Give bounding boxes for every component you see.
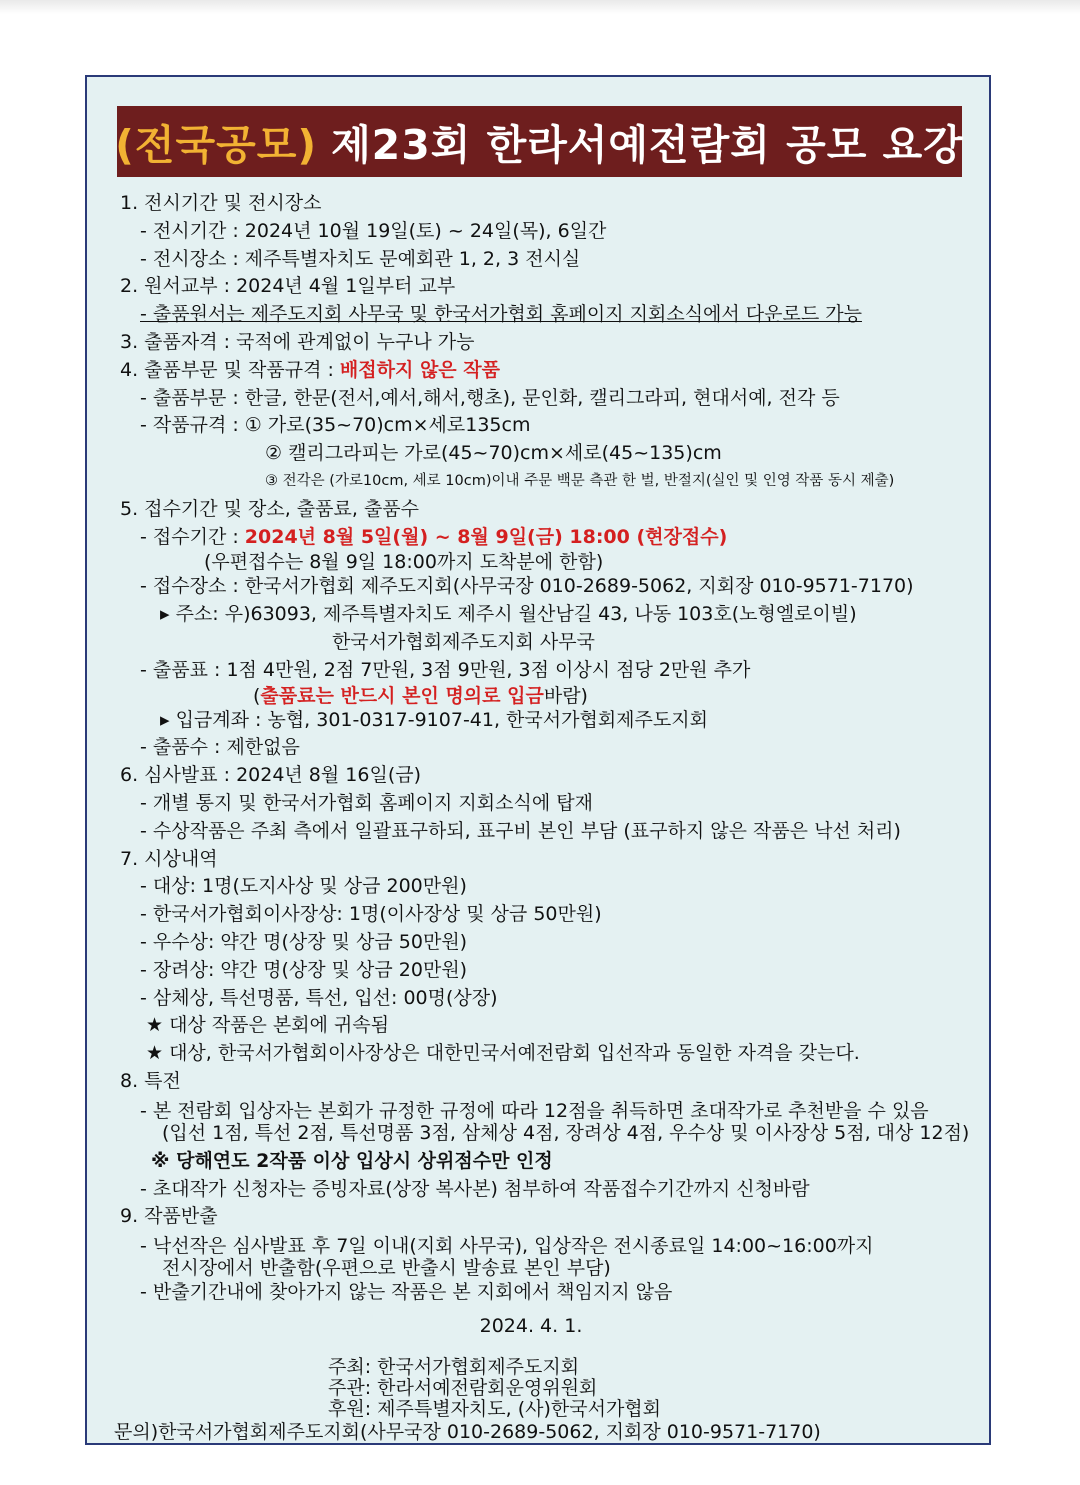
section-6-heading: 6. 심사발표 : 2024년 8월 16일(금): [120, 764, 422, 787]
organizer-line: 주관: 한라서예전람회운영위원회: [328, 1376, 598, 1399]
section-8-heading: 8. 특전: [120, 1069, 181, 1092]
award-note-2: ★ 대상, 한국서가협회이사장상은 대한민국서예전람회 입선작과 동일한 자격을 갖는다.: [146, 1042, 860, 1065]
section-4-heading-highlight: 배접하지 않은 작품: [339, 358, 500, 381]
sponsor-line: 후원: 제주특별자치도, (사)한국서가협회: [328, 1397, 662, 1420]
entry-division: - 출품부문 : 한글, 한문(전서,예서,해서,행초), 문인화, 캘리그라피, 현대서예, 전각 등: [140, 386, 840, 409]
exhibition-venue: - 전시장소 : 제주특별자치도 문예회관 1, 2, 3 전시실: [140, 247, 581, 270]
entry-count: - 출품수 : 제한없음: [140, 736, 300, 759]
return-line-1b: 전시장에서 반출함(우편으로 반출시 발송료 본인 부담): [162, 1257, 611, 1280]
award-item: - 우수상: 약간 명(상장 및 상금 50만원): [140, 930, 468, 953]
section-4-heading-text: 4. 출품부문 및 작품규격 :: [120, 358, 340, 381]
title-accent: (전국공모): [115, 121, 318, 169]
section-5-heading: 5. 접수기간 및 장소, 출품료, 출품수: [120, 497, 420, 520]
work-spec-2: ② 캘리그라피는 가로(45~70)cm×세로(45~135)cm: [265, 442, 722, 465]
return-line-1: - 낙선작은 심사발표 후 7일 이내(지회 사무국), 입상작은 전시종료일 14:00~16:00까지: [140, 1235, 874, 1258]
inquiry-line: 문의)한국서가협회제주도지회(사무국장 010-2689-5062, 지회장 010-9571-7170): [114, 1420, 821, 1443]
reception-period-label: - 접수기간 :: [140, 525, 245, 548]
award-item: - 대상: 1명(도지사상 및 상금 200만원): [140, 875, 467, 898]
reception-period-highlight: 2024년 8월 5일(월) ~ 8월 9일(금) 18:00 (현장접수): [244, 525, 728, 548]
privilege-note: ※ 당해연도 2작품 이상 입상시 상위점수만 인정: [151, 1149, 553, 1172]
exhibition-period: - 전시기간 : 2024년 10월 19일(토) ~ 24일(목), 6일간: [140, 219, 607, 242]
award-framing: - 수상작품은 주최 측에서 일괄표구하되, 표구비 본인 부담 (표구하지 않은 작품은 낙선 처리): [140, 819, 901, 842]
work-spec-3: ③ 전각은 (가로10cm, 세로 10cm)이내 주문 백문 측관 한 벌, 반절지(실인 및 인영 작품 동시 제출): [265, 472, 895, 489]
reception-address: ▸ 주소: 우)63093, 제주특별자치도 제주시 월산남길 43, 나동 103호(노형엘로이빌): [160, 603, 857, 626]
application-download: - 출품원서는 제주도지회 사무국 및 한국서가협회 홈페이지 지회소식에서 다운로드 가능: [140, 303, 862, 326]
top-edge: [0, 0, 1080, 14]
host-line: 주최: 한국서가협회제주도지회: [328, 1355, 580, 1378]
deposit-account: ▸ 입금계좌 : 농협, 301-0317-9107-41, 한국서가협회제주도지회: [160, 708, 708, 731]
notice-content: [114, 190, 982, 1447]
section-3-heading: 3. 출품자격 : 국적에 관계없이 누구나 가능: [120, 330, 475, 353]
fee-note-highlight: 출품료는 반드시 본인 명의로 입금: [260, 684, 544, 707]
privilege-points: (입선 1점, 특선 2점, 특선명품 3점, 삼체상 4점, 장려상 4점, 우수상 및 이사장상 5점, 대상 12점): [162, 1121, 970, 1144]
notice-date: 2024. 4. 1.: [479, 1314, 583, 1337]
title-main: 제23회 한라서예전람회 공모 요강: [331, 121, 964, 169]
reception-period: [120, 524, 982, 552]
award-note-1: ★ 대상 작품은 본회에 귀속됨: [146, 1014, 390, 1037]
award-item: - 장려상: 약간 명(상장 및 상금 20만원): [140, 958, 468, 981]
section-9-heading: 9. 작품반출: [120, 1205, 218, 1228]
award-item: - 한국서가협회이사장상: 1명(이사장상 및 상금 50만원): [140, 903, 602, 926]
section-7-heading: 7. 시상내역: [120, 847, 218, 870]
section-2-heading: 2. 원서교부 : 2024년 4월 1일부터 교부: [120, 275, 456, 298]
privilege-line-3: - 초대작가 신청자는 증빙자료(상장 복사본) 첨부하여 작품접수기간까지 신청바람: [140, 1177, 810, 1200]
return-line-2: - 반출기간내에 찾아가지 않는 작품은 본 지회에서 책임지지 않음: [140, 1281, 673, 1304]
work-spec-1: - 작품규격 : ① 가로(35~70)cm×세로135cm: [140, 414, 531, 437]
entry-fee-note: [120, 685, 982, 707]
privilege-line-1: - 본 전람회 입상자는 본회가 규정한 규정에 따라 12점을 취득하면 초대작가로 추천받을 수 있음: [140, 1099, 929, 1122]
fee-note-close: 바람): [543, 684, 588, 707]
fee-note-open: (: [253, 684, 261, 707]
section-4-heading: [120, 357, 982, 385]
title-banner: [117, 106, 962, 177]
result-notice: - 개별 통지 및 한국서가협회 홈페이지 지회소식에 탑재: [140, 791, 593, 814]
reception-address-office: 한국서가협회제주도지회 사무국: [332, 630, 595, 653]
award-item: - 삼체상, 특선명품, 특선, 입선: 00명(상장): [140, 986, 498, 1009]
postal-reception-note: (우편접수는 8월 9일 18:00까지 도착분에 한함): [204, 551, 604, 574]
entry-fee: - 출품표 : 1점 4만원, 2점 7만원, 3점 9만원, 3점 이상시 점당 2만원 추가: [140, 658, 751, 681]
reception-place: - 접수장소 : 한국서가협회 제주도지회(사무국장 010-2689-5062, 지회장 010-9571-7170): [140, 575, 914, 598]
section-1-heading: 1. 전시기간 및 전시장소: [120, 192, 322, 214]
